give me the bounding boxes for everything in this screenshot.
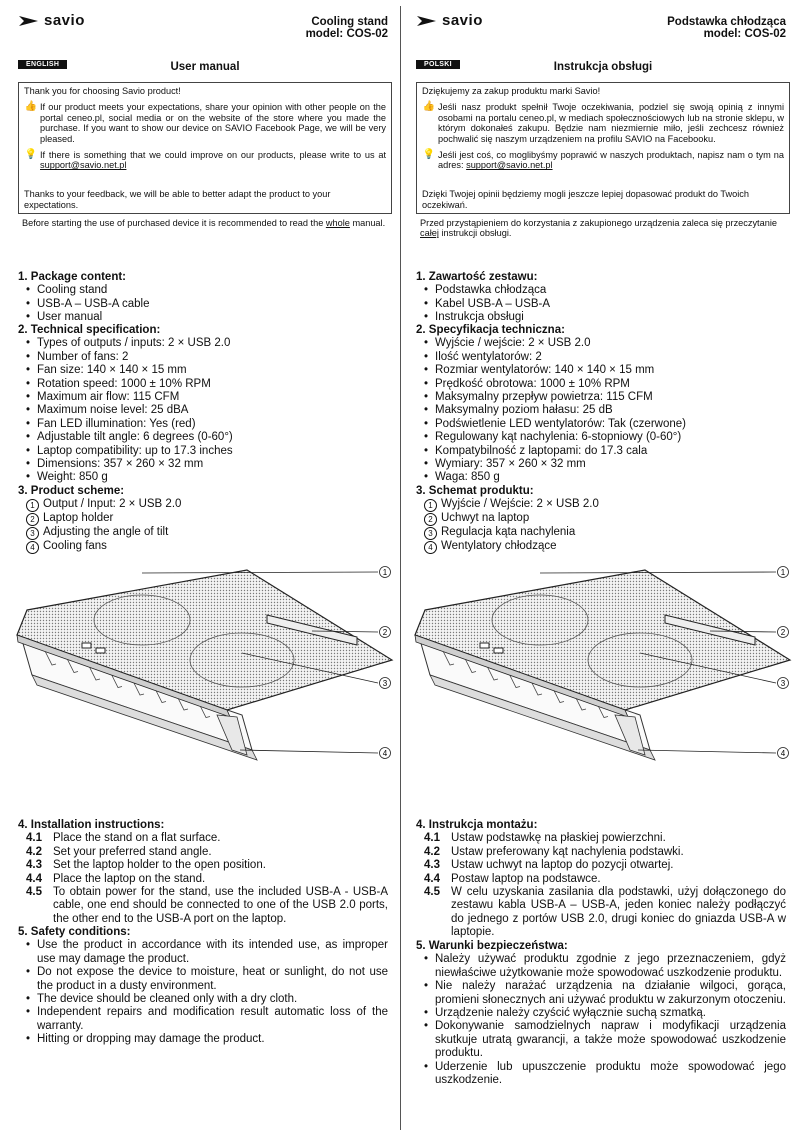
- read-manual-note: Before starting the use of purchased device it is recommended to read the whole manual.: [22, 218, 386, 228]
- list-item: • Należy używać produktu zgodnie z jego przeznaczeniem, gdyż niewłaściwe użytkowanie może spowodować uszkodzenie produktu.: [424, 953, 786, 980]
- lightbulb-icon: 💡: [422, 149, 436, 161]
- brand-logo: [18, 12, 85, 29]
- list-item: • Maximum noise level: 25 dBA: [26, 404, 388, 417]
- usb-port-2: [96, 648, 105, 653]
- section-title: 5. Safety conditions:: [18, 926, 131, 938]
- product-name: Podstawka chłodząca: [667, 16, 786, 28]
- callout-number: 3: [382, 679, 388, 688]
- thanks-text: Dziękujemy za zakup produktu marki Savio!: [422, 86, 601, 96]
- thanks-text: Thank you for choosing Savio product!: [24, 86, 181, 96]
- list-item: • Adjustable tilt angle: 6 degrees (0-60°): [26, 431, 388, 444]
- brand-name: savio: [44, 12, 85, 29]
- header-product: [306, 16, 388, 40]
- callout-number: 2: [780, 628, 786, 637]
- list-item: • Dokonywanie samodzielnych napraw i modyfikacji urządzenia skutkuje utratą gwarancji, a także może spowodować uszkodzenie produktu.: [424, 1020, 786, 1060]
- language-tag: POLSKI: [416, 60, 460, 69]
- feedback-text: Dzięki Twojej opinii będziemy mogli jeszcze lepiej dopasować produkt do Twoich oczekiwań.: [422, 189, 750, 210]
- feedback-text: Thanks to your feedback, we will be able to better adapt the product to your expectations.: [24, 189, 331, 210]
- list-item: • Maximum air flow: 115 CFM: [26, 391, 388, 404]
- callout-number: 2: [382, 628, 388, 637]
- list-item: • Uderzenie lub upuszczenie produktu może spowodować jego uszkodzenie.: [424, 1061, 786, 1088]
- thumbs-up-icon: 👍: [422, 101, 436, 113]
- step-item: 4.4 Postaw laptop na podstawce.: [424, 872, 601, 885]
- scheme-section: [18, 485, 388, 554]
- list-item: • Fan size: 140 × 140 × 15 mm: [26, 364, 388, 377]
- scheme-item: 3 Regulacja kąta nachylenia: [424, 526, 786, 540]
- lightbulb-icon: 💡: [24, 149, 38, 161]
- scheme-item: 1 Wyjście / Wejście: 2 × USB 2.0: [424, 498, 786, 512]
- list-item: • Fan LED illumination: Yes (red): [26, 418, 388, 431]
- callout-line: [638, 750, 776, 753]
- section-title: 4. Instrukcja montażu:: [416, 819, 538, 831]
- callout-number: 4: [382, 749, 388, 758]
- section-title: 2. Technical specification:: [18, 324, 161, 336]
- callout-line: [240, 750, 378, 753]
- list-item: • Rotation speed: 1000 ± 10% RPM: [26, 378, 388, 391]
- list-item: • Hitting or dropping may damage the product.: [26, 1033, 388, 1046]
- expectations-text: If our product meets your expectations, share your opinion with other people on the portal ceneo.pl, social media or on the website of the store where you made the purchase. If you want to show our device on SAVIO Facebook Page, we will be very pleased.: [40, 102, 386, 144]
- scheme-item: 2 Laptop holder: [26, 512, 388, 526]
- tech-spec-section: [416, 324, 786, 485]
- usb-port-2: [494, 648, 503, 653]
- intro-box: [18, 82, 392, 214]
- model-number: model: COS-02: [305, 28, 388, 40]
- list-item: • Kompatybilność z laptopami: do 17.3 cala: [424, 445, 786, 458]
- scheme-section: [416, 485, 786, 554]
- doc-title: User manual: [170, 61, 240, 73]
- step-item: 4.5 W celu uzyskania zasilania dla podstawki, użyj dołączonego do zestawu kabla USB-A – USB-A, jeden koniec należy podłączyć do jednego z portów USB 2.0, drugi koniec do gniazda USB-A w laptopie.: [424, 886, 786, 939]
- step-item: 4.3 Set the laptop holder to the open position.: [26, 859, 266, 872]
- list-item: • Number of fans: 2: [26, 351, 388, 364]
- savio-logo-icon: [416, 14, 438, 28]
- list-item: • Prędkość obrotowa: 1000 ± 10% RPM: [424, 378, 786, 391]
- model-number: model: COS-02: [703, 28, 786, 40]
- callout-line: [540, 572, 776, 573]
- polish-column: [410, 0, 796, 1136]
- step-item: 4.4 Place the laptop on the stand.: [26, 872, 206, 885]
- expectations-text: Jeśli nasz produkt spełnił Twoje oczekiwania, podziel się swoją opinią z innymi osobami na portalu ceneo.pl, w mediach społecznościowych lub na stronie sklepu, w którym dokonałeś zakupu. Będzie nam niezmiernie miło, jeśli zechcesz również pochwalić się naszym urządzeniem na profilu SAVIO na Facebooku.: [438, 102, 784, 144]
- section-title: 1. Zawartość zestawu:: [416, 271, 538, 283]
- list-item: • Weight: 850 g: [26, 471, 388, 484]
- list-item: • Podświetlenie LED wentylatorów: Tak (czerwone): [424, 418, 786, 431]
- list-item: • Regulowany kąt nachylenia: 6-stopniowy (0-60°): [424, 431, 786, 444]
- safety-section: [18, 926, 388, 1047]
- savio-logo-icon: [18, 14, 40, 28]
- list-item: • The device should be cleaned only with a dry cloth.: [26, 993, 388, 1006]
- scheme-item: 1 Output / Input: 2 × USB 2.0: [26, 498, 388, 512]
- step-item: 4.5 To obtain power for the stand, use the included USB-A - USB-A cable, one end should be connected to one of the USB 2.0 ports, the other end to the USB-A port on the laptop.: [26, 886, 388, 925]
- list-item: • Kabel USB-A – USB-A: [424, 298, 786, 311]
- install-section: [18, 819, 388, 926]
- product-name: Cooling stand: [311, 16, 388, 28]
- callout-line: [142, 572, 378, 573]
- list-item: • User manual: [26, 311, 388, 324]
- list-item: • Ilość wentylatorów: 2: [424, 351, 786, 364]
- support-email-link[interactable]: support@savio.net.pl: [466, 160, 553, 171]
- section-title: 4. Installation instructions:: [18, 819, 165, 831]
- doc-title: Instrukcja obsługi: [553, 61, 653, 73]
- read-manual-note: Przed przystąpieniem do korzystania z zakupionego urządzenia zaleca się przeczytanie całej instrukcji obsługi.: [420, 218, 777, 239]
- list-item: • Nie należy narażać urządzenia na działanie wilgoci, gorąca, promieni słonecznych ani używać produktu w zakurzonym otoczeniu.: [424, 980, 786, 1007]
- install-section: [416, 819, 786, 940]
- list-item: • Wymiary: 357 × 260 × 32 mm: [424, 458, 786, 471]
- english-column: [12, 0, 398, 1136]
- scheme-item: 4 Cooling fans: [26, 540, 388, 554]
- step-item: 4.1 Place the stand on a flat surface.: [26, 832, 221, 845]
- step-item: 4.2 Ustaw preferowany kąt nachylenia podstawki.: [424, 845, 684, 858]
- list-item: • Use the product in accordance with its intended use, as improper use may damage the product.: [26, 939, 388, 966]
- list-item: • Waga: 850 g: [424, 471, 786, 484]
- improve-text: Jeśli jest coś, co moglibyśmy poprawić w naszych produktach, napisz nam o tym na adres:: [438, 150, 784, 171]
- package-section: [18, 271, 388, 325]
- section-title: 5. Warunki bezpieczeństwa:: [416, 940, 568, 952]
- product-scheme-illustration: [12, 565, 398, 805]
- list-item: • Maksymalny poziom hałasu: 25 dB: [424, 404, 786, 417]
- list-item: • Maksymalny przepływ powietrza: 115 CFM: [424, 391, 786, 404]
- intro-box: [416, 82, 790, 214]
- header-product: [667, 16, 786, 40]
- package-section: [416, 271, 786, 325]
- section-title: 3. Product scheme:: [18, 485, 125, 497]
- section-title: 1. Package content:: [18, 271, 127, 283]
- usb-port-1: [480, 643, 489, 648]
- scheme-item: 2 Uchwyt na laptop: [424, 512, 786, 526]
- list-item: • Laptop compatibility: up to 17.3 inches: [26, 445, 388, 458]
- step-item: 4.3 Ustaw uchwyt na laptop do pozycji otwartej.: [424, 859, 674, 872]
- language-tag: ENGLISH: [18, 60, 67, 69]
- brand-name: savio: [442, 12, 483, 29]
- callout-number: 3: [780, 679, 786, 688]
- support-email-link[interactable]: support@savio.net.pl: [40, 160, 127, 171]
- section-title: 3. Schemat produktu:: [416, 485, 534, 497]
- column-divider: [400, 6, 401, 1130]
- scheme-item: 3 Adjusting the angle of tilt: [26, 526, 388, 540]
- scheme-item: 4 Wentylatory chłodzące: [424, 540, 786, 554]
- list-item: • Wyjście / wejście: 2 × USB 2.0: [424, 337, 786, 350]
- section-title: 2. Specyfikacja techniczna:: [416, 324, 565, 336]
- callout-number: 1: [382, 568, 388, 577]
- step-item: 4.2 Set your preferred stand angle.: [26, 845, 212, 858]
- usb-port-1: [82, 643, 91, 648]
- improve-text: If there is something that we could improve on our products, please write to us at: [40, 150, 386, 161]
- list-item: • Do not expose the device to moisture, heat or sunlight, do not use the product in a dusty environment.: [26, 966, 388, 993]
- callout-number: 4: [780, 749, 786, 758]
- safety-section: [416, 940, 786, 1087]
- brand-logo: [416, 12, 483, 29]
- product-scheme-illustration: [410, 565, 796, 805]
- list-item: • Cooling stand: [26, 284, 388, 297]
- list-item: • Instrukcja obsługi: [424, 311, 786, 324]
- callout-number: 1: [780, 568, 786, 577]
- list-item: • Rozmiar wentylatorów: 140 × 140 × 15 mm: [424, 364, 786, 377]
- step-item: 4.1 Ustaw podstawkę na płaskiej powierzchni.: [424, 832, 666, 845]
- thumbs-up-icon: 👍: [24, 101, 38, 113]
- tech-spec-section: [18, 324, 388, 485]
- list-item: • Types of outputs / inputs: 2 × USB 2.0: [26, 337, 388, 350]
- list-item: • USB-A – USB-A cable: [26, 298, 388, 311]
- list-item: • Urządzenie należy czyścić wyłącznie suchą szmatką.: [424, 1007, 786, 1020]
- list-item: • Independent repairs and modification result automatic loss of the warranty.: [26, 1006, 388, 1033]
- list-item: • Podstawka chłodząca: [424, 284, 786, 297]
- list-item: • Dimensions: 357 × 260 × 32 mm: [26, 458, 388, 471]
